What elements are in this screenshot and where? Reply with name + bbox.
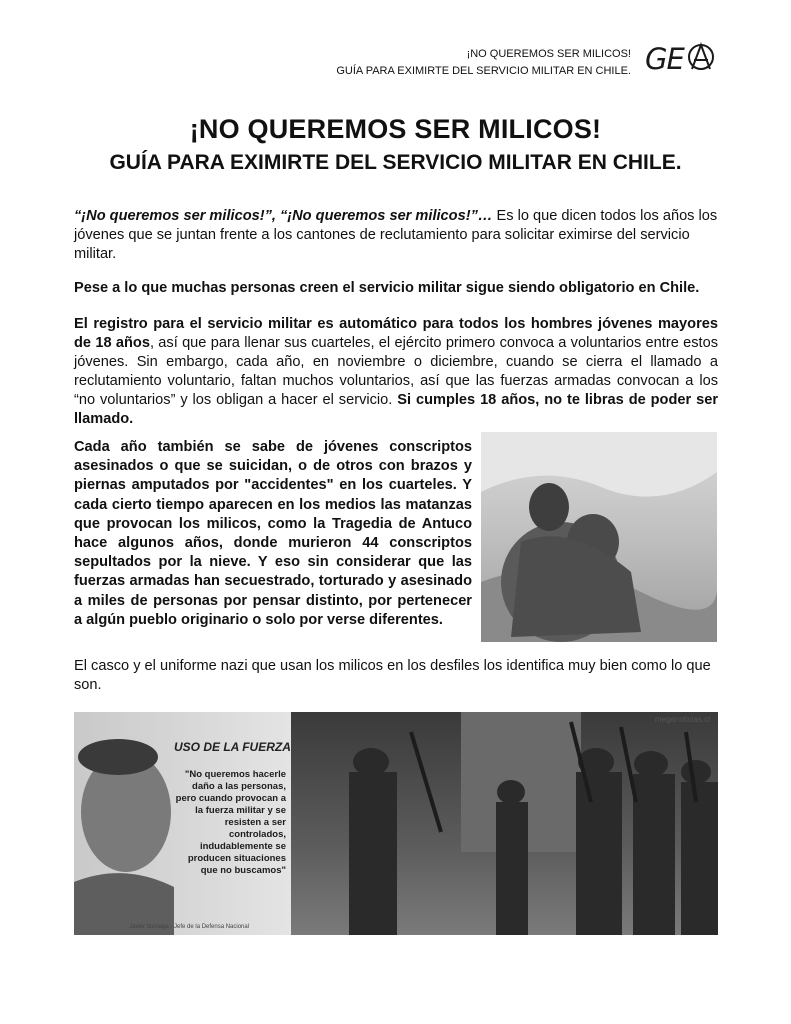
logo-text: GE	[645, 42, 684, 76]
force-quote: "No queremos hacerle daño a las personas, pero cuando provocan a la fuerza militar y se resisten a ser controlados, indudablemente se producen situaciones que no buscamos"	[175, 769, 286, 876]
soldiers-snow-photo	[481, 432, 717, 642]
official-portrait-panel	[74, 712, 291, 935]
running-header	[336, 46, 631, 80]
paragraph-uniform: El casco y el uniforme nazi que usan los milicos en los desfiles los identifica muy bien como lo que son.	[74, 658, 711, 693]
page-subtitle: GUÍA PARA EXIMIRTE DEL SERVICIO MILITAR EN CHILE.	[109, 151, 682, 174]
photo-source: meganoticias.cl	[654, 715, 710, 724]
soldiers-photo-panel	[291, 712, 718, 935]
ge-logo	[645, 40, 720, 78]
registration-bold-end: Si cumples 18 años, no te libras de poder ser llamado.	[74, 392, 719, 427]
paragraph-intro	[74, 207, 718, 264]
registration-middle: , así que para llenar sus cuarteles, el ejército primero convoca a voluntarios entre estos jóvenes. Sin embargo, cada año, en noviembre o diciembre, cuando se cierra el llamado a reclutamiento voluntario, faltan muchos voluntarios, así que las fuerzas armadas convocan a los “no voluntarios” y los obligan a hacer el servicio.	[74, 335, 718, 408]
page-title: ¡NO QUEREMOS SER MILICOS!	[189, 114, 602, 144]
military-force-photo	[74, 712, 718, 935]
paragraph-registration	[74, 315, 718, 429]
force-heading: USO DE LA FUERZA	[174, 740, 291, 754]
anarchy-circle-icon	[687, 42, 715, 72]
soldiers-illustration	[291, 712, 718, 935]
intro-quote: “¡No queremos ser milicos!”, “¡No queremos ser milicos!”…	[74, 208, 493, 224]
running-header-line1: ¡NO QUEREMOS SER MILICOS!	[466, 48, 631, 60]
quote-credit: Javier Iturriaga - Jefe de la Defensa Nacional	[129, 924, 250, 930]
paragraph-deaths: Cada año también se sabe de jóvenes conscriptos asesinados o que se suicidan, o de otros con brazos y piernas amputados por "accidentes" en los cuarteles. Y cada cierto tiempo aparecen en los medios las matanzas que provocan los milicos, como la Tragedia de Antuco hace algunos años, donde murieron 44 conscriptos sepultados por la nieve. Y eso sin considerar que las fuerzas armadas han secuestrado, torturado y asesinado a miles de personas por pensar distinto, por pertenecer a algún pueblo originario o solo por verse diferentes.	[74, 439, 472, 628]
intro-text: Es lo que dicen todos los años los jóvenes que se juntan frente a los cantones de reclutamiento para solicitar eximirse del servicio militar.	[74, 208, 718, 262]
registration-bold-start: El registro para el servicio militar es automático para todos los hombres jóvenes mayores de 18 años	[74, 316, 718, 351]
soldiers-snow-illustration	[481, 432, 717, 642]
running-header-line2: GUÍA PARA EXIMIRTE DEL SERVICIO MILITAR EN CHILE.	[336, 65, 631, 77]
paragraph-mandatory: Pese a lo que muchas personas creen el servicio militar sigue siendo obligatorio en Chile.	[74, 280, 700, 296]
